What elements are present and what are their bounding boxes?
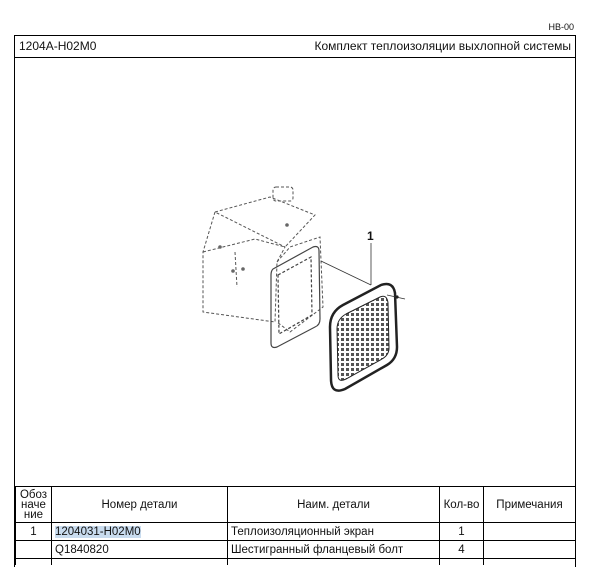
table-header-row xyxy=(16,487,576,523)
exploded-view-drawing xyxy=(15,57,575,520)
row-no xyxy=(16,541,52,559)
col-header-part-name: Наим. детали xyxy=(228,487,440,523)
assembly-title: Комплект теплоизоляции выхлопной системы xyxy=(314,39,571,53)
row-part-number xyxy=(52,523,228,541)
row-notes xyxy=(484,541,576,559)
table-row xyxy=(16,541,576,559)
col-header-notes: Примечания xyxy=(484,487,576,523)
bolt xyxy=(395,295,398,298)
col-header-part-number: Номер детали xyxy=(52,487,228,523)
table-row-partial xyxy=(16,559,576,566)
row-qty: 1 xyxy=(440,523,484,541)
part-number-highlight: 1204031-H02M0 xyxy=(55,525,141,538)
leader-line xyxy=(321,261,371,285)
heat-shield xyxy=(330,284,397,391)
sheet-header xyxy=(15,36,575,58)
table-row xyxy=(16,523,576,541)
parts-table xyxy=(15,486,576,565)
col-header-qty: Кол-во xyxy=(440,487,484,523)
row-qty: 4 xyxy=(440,541,484,559)
mount-holes xyxy=(218,223,289,273)
muffler-endcap xyxy=(271,247,320,348)
col-header-no: Обоз наче ние xyxy=(16,487,52,523)
row-no: 1 xyxy=(16,523,52,541)
callout-label: 1 xyxy=(367,229,374,243)
row-part-name: Шестигранный фланцевый болт xyxy=(228,541,440,559)
row-part-name: Теплоизоляционный экран xyxy=(228,523,440,541)
page-code: HB-00 xyxy=(548,22,574,32)
parts-sheet xyxy=(14,35,576,567)
row-part-number: Q1840820 xyxy=(52,541,228,559)
assembly-code: 1204A-H02M0 xyxy=(19,39,97,53)
muffler-body xyxy=(203,187,323,332)
row-notes xyxy=(484,523,576,541)
